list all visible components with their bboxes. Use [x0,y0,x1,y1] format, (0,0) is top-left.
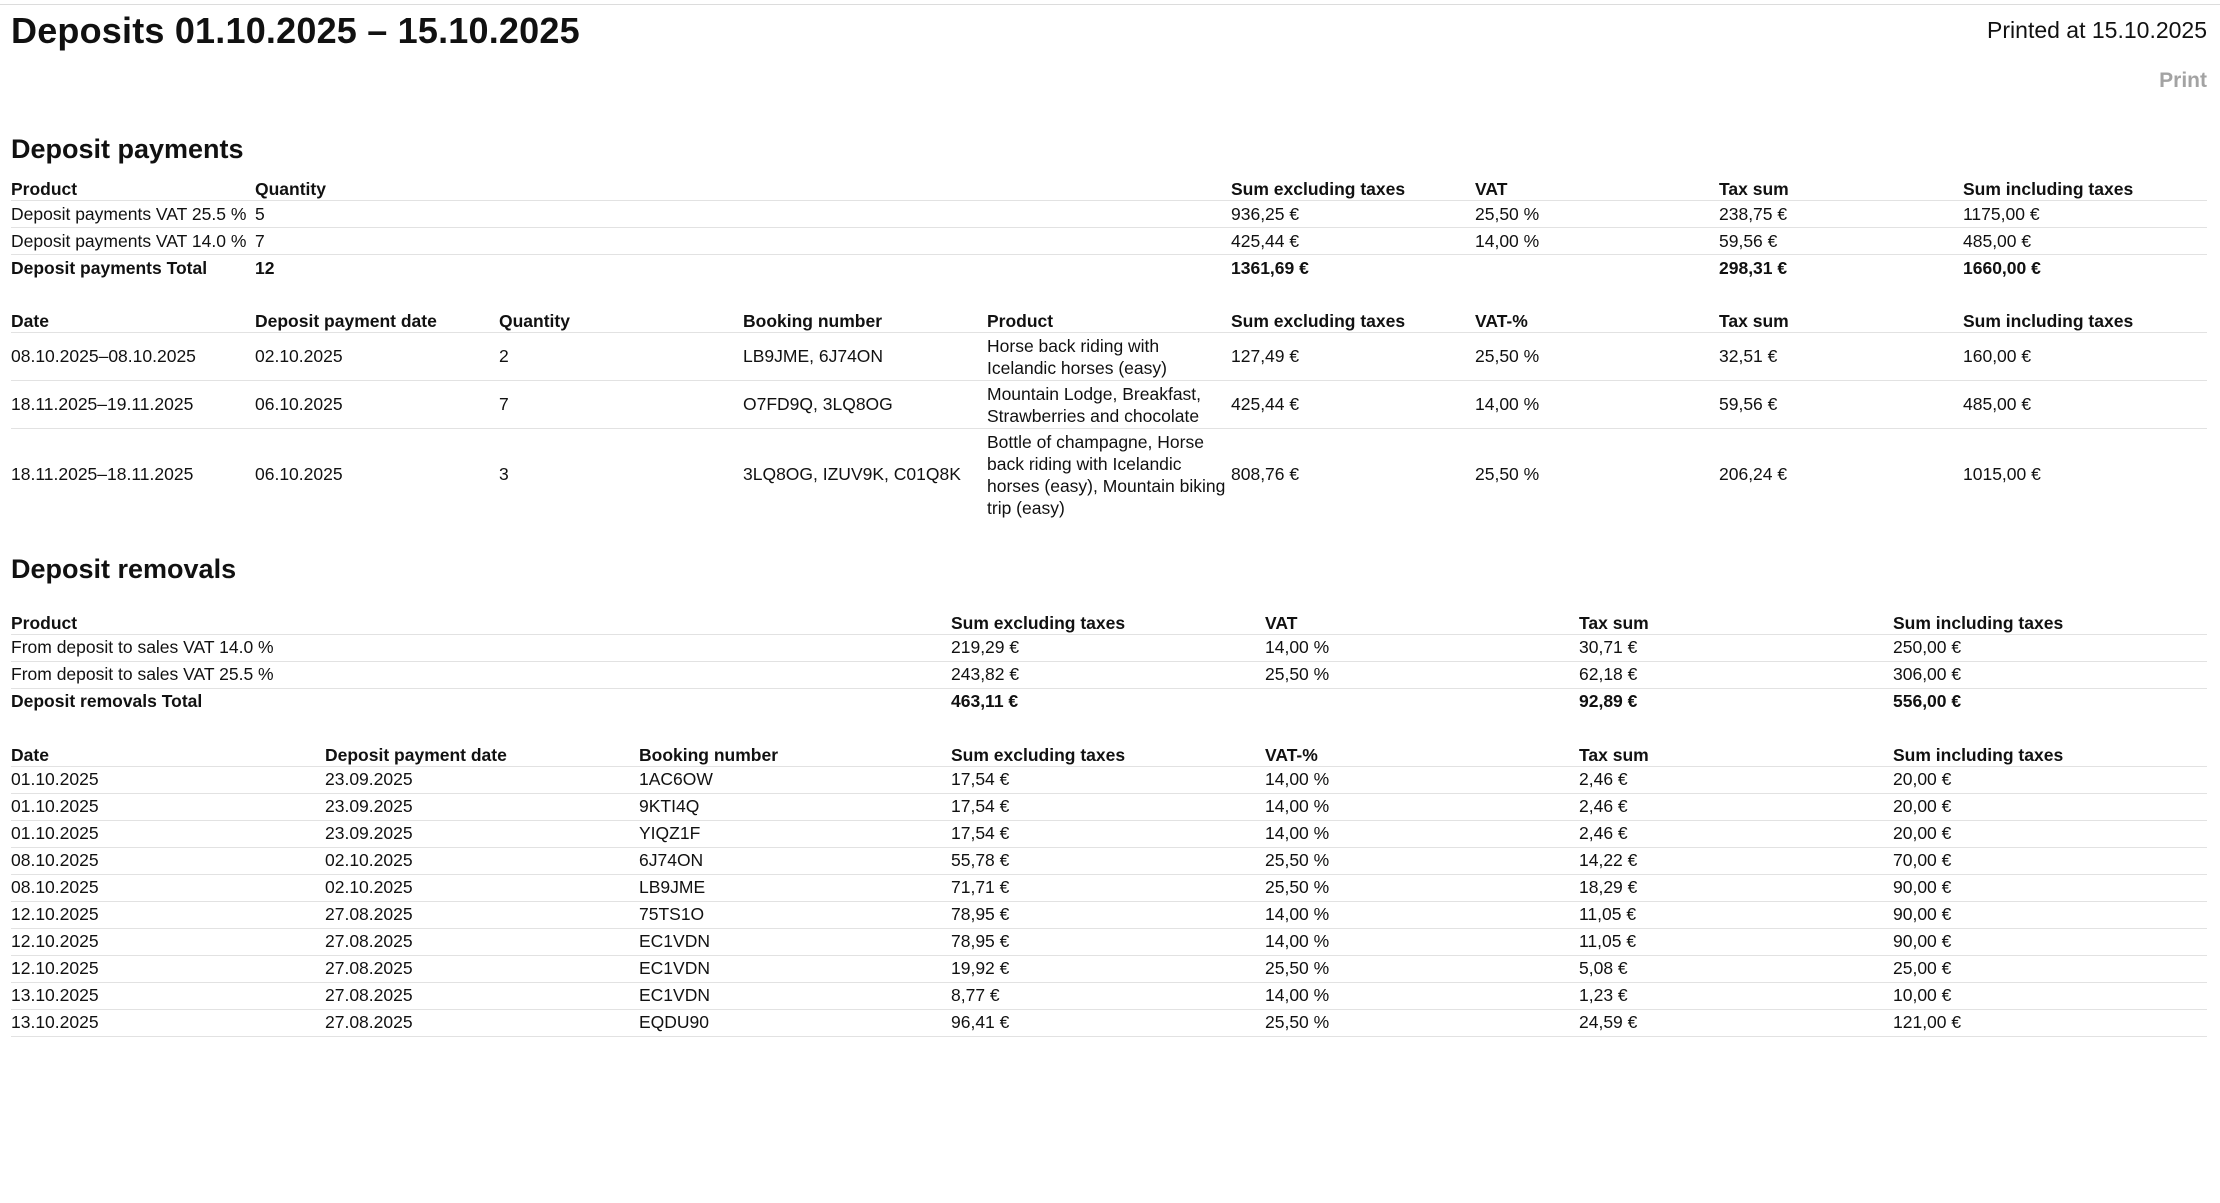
total-sum-excl-cell: 1361,69 € [1231,257,1309,278]
booking-number-cell: 3LQ8OG, IZUV9K, C01Q8K [743,464,961,485]
vat-cell: 25,50 % [1475,464,1540,485]
sum-incl-cell: 90,00 € [1893,901,2207,928]
tax-cell: 59,56 € [1719,381,1963,429]
date-cell: 18.11.2025–19.11.2025 [11,381,255,429]
tax-cell: 1,23 € [1579,982,1893,1009]
booking-number-cell: YIQZ1F [639,820,951,847]
table-header-row [11,305,2207,333]
product-cell: Mountain Lodge, Breakfast, Strawberries and chocolate [987,381,1231,429]
table-row [11,847,2207,874]
sum-excl-cell: 808,76 € [1231,464,1300,485]
tax-cell: 11,05 € [1579,901,1893,928]
column-header: Date [11,305,255,333]
product-cell: From deposit to sales VAT 25.5 % [11,661,951,688]
printed-at-label: Printed at 15.10.2025 [1987,17,2207,43]
date-cell: 12.10.2025 [11,901,325,928]
quantity-cell: 2 [499,333,743,381]
table-row [11,874,2207,901]
total-quantity-cell: 12 [255,257,275,278]
sum-incl-cell: 20,00 € [1893,766,2207,793]
tax-cell: 24,59 € [1579,1009,1893,1036]
vat-cell: 14,00 % [1265,901,1579,928]
tax-cell: 18,29 € [1579,874,1893,901]
tax-cell: 11,05 € [1579,928,1893,955]
tax-cell: 238,75 € [1719,201,1963,228]
product-cell: Deposit payments VAT 25.5 % [11,201,255,228]
product-cell: Horse back riding with Icelandic horses (easy) [987,333,1231,381]
payment-date-cell: 27.08.2025 [325,955,639,982]
total-sum-incl-cell: 1660,00 € [1963,257,2041,278]
sum-excl-cell: 78,95 € [951,901,1265,928]
date-cell: 18.11.2025–18.11.2025 [11,464,194,485]
deposit-payments-summary-table [11,173,2207,281]
sum-excl-cell: 17,54 € [951,820,1265,847]
tax-cell: 30,71 € [1579,634,1893,661]
column-header: Sum including taxes [1893,739,2207,767]
column-header: Quantity [499,305,743,333]
payment-date-cell: 23.09.2025 [325,766,639,793]
column-header: VAT [1265,607,1579,635]
product-cell: From deposit to sales VAT 14.0 % [11,634,951,661]
payment-date-cell: 02.10.2025 [255,333,499,381]
spacer [11,281,2207,305]
date-cell: 01.10.2025 [11,793,325,820]
sum-incl-cell: 70,00 € [1893,847,2207,874]
vat-cell: 14,00 % [1265,928,1579,955]
vat-cell: 14,00 % [1475,228,1719,255]
table-row [11,982,2207,1009]
product-cell: Deposit payments VAT 14.0 % [11,228,255,255]
column-header: Quantity [255,173,1231,201]
spacer [11,715,2207,739]
tax-cell: 62,18 € [1579,661,1893,688]
booking-number-cell: 1AC6OW [639,766,951,793]
sum-incl-cell: 485,00 € [1963,381,2207,429]
column-header: Tax sum [1719,305,1963,333]
sum-incl-cell: 306,00 € [1893,661,2207,688]
date-cell: 01.10.2025 [11,766,325,793]
sum-incl-cell: 90,00 € [1893,928,2207,955]
booking-number-cell: 9KTI4Q [639,793,951,820]
vat-cell: 25,50 % [1265,874,1579,901]
sum-excl-cell: 96,41 € [951,1009,1265,1036]
tax-cell: 206,24 € [1719,464,1788,485]
vat-cell: 14,00 % [1265,820,1579,847]
column-header: Sum excluding taxes [1231,173,1475,201]
column-header: Tax sum [1719,173,1963,201]
total-vat-cell [1475,255,1719,282]
payment-date-cell: 27.08.2025 [325,1009,639,1036]
column-header: Sum including taxes [1963,305,2207,333]
table-row [11,201,2207,228]
deposit-removals-heading: Deposit removals [11,553,237,584]
vat-cell: 25,50 % [1265,847,1579,874]
payment-date-cell: 06.10.2025 [255,381,499,429]
vat-cell: 25,50 % [1265,661,1579,688]
sum-incl-cell: 485,00 € [1963,228,2207,255]
column-header: Product [987,305,1231,333]
column-header: Date [11,739,325,767]
date-cell: 01.10.2025 [11,820,325,847]
vat-cell: 25,50 % [1265,1009,1579,1036]
total-sum-incl-cell: 556,00 € [1893,691,1962,711]
vat-cell: 14,00 % [1265,766,1579,793]
booking-number-cell: 6J74ON [639,847,951,874]
total-row [11,255,2207,282]
date-cell: 12.10.2025 [11,955,325,982]
table-header-row [11,739,2207,767]
sum-excl-cell: 55,78 € [951,847,1265,874]
booking-number-cell: EC1VDN [639,982,951,1009]
table-header-row [11,607,2207,635]
sum-excl-cell: 127,49 € [1231,333,1475,381]
deposit-payments-detail-table [11,305,2207,521]
booking-number-cell: EC1VDN [639,955,951,982]
column-header: Tax sum [1579,607,1893,635]
column-header: Sum including taxes [1893,607,2207,635]
deposit-removals-section [11,553,2207,1037]
tax-cell: 14,22 € [1579,847,1893,874]
column-header: VAT [1475,173,1719,201]
tax-cell: 59,56 € [1719,228,1963,255]
deposit-payments-heading: Deposit payments [11,134,244,164]
booking-number-cell: EC1VDN [639,928,951,955]
date-cell: 08.10.2025–08.10.2025 [11,333,255,381]
tax-cell: 5,08 € [1579,955,1893,982]
sum-excl-cell: 219,29 € [951,634,1265,661]
column-header: Deposit payment date [325,739,639,767]
booking-number-cell: 75TS1O [639,901,951,928]
tax-cell: 2,46 € [1579,766,1893,793]
sum-incl-cell: 90,00 € [1893,874,2207,901]
deposit-removals-detail-table [11,739,2207,1037]
vat-cell: 14,00 % [1265,793,1579,820]
payment-date-cell: 02.10.2025 [325,847,639,874]
sum-excl-cell: 17,54 € [951,793,1265,820]
column-header: Product [11,607,951,635]
table-row [11,1009,2207,1036]
table-row [11,381,2207,429]
sum-incl-cell: 160,00 € [1963,333,2207,381]
report-page [11,0,2207,1037]
table-row [11,766,2207,793]
table-row [11,228,2207,255]
sum-excl-cell: 19,92 € [951,955,1265,982]
total-tax-cell: 298,31 € [1719,257,1788,278]
payment-date-cell: 02.10.2025 [325,874,639,901]
column-header: Booking number [639,739,951,767]
sum-excl-cell: 243,82 € [951,661,1265,688]
booking-number-cell: EQDU90 [639,1009,951,1036]
total-vat-cell [1265,688,1579,715]
vat-cell: 14,00 % [1475,381,1719,429]
sum-excl-cell: 425,44 € [1231,228,1475,255]
date-cell: 08.10.2025 [11,874,325,901]
sum-incl-cell: 1175,00 € [1963,201,2207,228]
tax-cell: 2,46 € [1579,793,1893,820]
sum-incl-cell: 20,00 € [1893,820,2207,847]
sum-incl-cell: 1015,00 € [1963,464,2041,485]
payment-date-cell: 27.08.2025 [325,901,639,928]
booking-number-cell: LB9JME [639,874,951,901]
print-button[interactable]: Print [2159,69,2207,92]
sum-excl-cell: 17,54 € [951,766,1265,793]
sum-incl-cell: 25,00 € [1893,955,2207,982]
payment-date-cell: 23.09.2025 [325,793,639,820]
product-cell: Bottle of champagne, Horse back riding with Icelandic horses (easy), Mountain biking trip (easy) [987,431,1226,518]
table-header-row [11,173,2207,201]
sum-incl-cell: 250,00 € [1893,634,2207,661]
quantity-cell: 5 [255,201,1231,228]
quantity-cell: 7 [255,228,1231,255]
column-header: Tax sum [1579,739,1893,767]
quantity-cell: 3 [499,464,509,485]
vat-cell: 14,00 % [1265,634,1579,661]
column-header: Deposit payment date [255,305,499,333]
date-cell: 08.10.2025 [11,847,325,874]
booking-number-cell: O7FD9Q, 3LQ8OG [743,381,987,429]
column-header: VAT-% [1265,739,1579,767]
payment-date-cell: 06.10.2025 [255,464,343,485]
table-row [11,955,2207,982]
quantity-cell: 7 [499,381,743,429]
table-row [11,928,2207,955]
date-cell: 13.10.2025 [11,982,325,1009]
payment-date-cell: 23.09.2025 [325,820,639,847]
total-tax-cell: 92,89 € [1579,691,1638,711]
vat-cell: 25,50 % [1265,955,1579,982]
report-header [11,0,2207,118]
sum-excl-cell: 8,77 € [951,982,1265,1009]
booking-number-cell: LB9JME, 6J74ON [743,333,987,381]
vat-cell: 25,50 % [1475,333,1719,381]
table-row [11,634,2207,661]
vat-cell: 25,50 % [1475,201,1719,228]
payment-date-cell: 27.08.2025 [325,928,639,955]
date-cell: 13.10.2025 [11,1009,325,1036]
table-row [11,793,2207,820]
column-header: Sum including taxes [1963,173,2207,201]
total-sum-excl-cell: 463,11 € [951,691,1019,711]
payment-date-cell: 27.08.2025 [325,982,639,1009]
sum-incl-cell: 20,00 € [1893,793,2207,820]
column-header: Product [11,173,255,201]
deposit-removals-summary-table [11,607,2207,715]
total-label-cell: Deposit payments Total [11,257,208,278]
column-header: Sum excluding taxes [1231,305,1475,333]
column-header: Booking number [743,305,987,333]
sum-excl-cell: 425,44 € [1231,381,1475,429]
sum-excl-cell: 78,95 € [951,928,1265,955]
tax-cell: 2,46 € [1579,820,1893,847]
spacer [11,521,2207,559]
column-header: Sum excluding taxes [951,739,1265,767]
total-label-cell: Deposit removals Total [11,691,203,711]
date-cell: 12.10.2025 [11,928,325,955]
table-row [11,661,2207,688]
total-row [11,688,2207,715]
table-row [11,333,2207,381]
sum-incl-cell: 10,00 € [1893,982,2207,1009]
table-row [11,901,2207,928]
sum-excl-cell: 71,71 € [951,874,1265,901]
sum-incl-cell: 121,00 € [1893,1009,2207,1036]
vat-cell: 14,00 % [1265,982,1579,1009]
deposit-payments-section [11,118,2207,521]
tax-cell: 32,51 € [1719,333,1963,381]
sum-excl-cell: 936,25 € [1231,201,1475,228]
column-header: VAT-% [1475,305,1719,333]
page-title: Deposits 01.10.2025 – 15.10.2025 [11,10,580,51]
table-row [11,820,2207,847]
table-row [11,429,2207,521]
column-header: Sum excluding taxes [951,607,1265,635]
